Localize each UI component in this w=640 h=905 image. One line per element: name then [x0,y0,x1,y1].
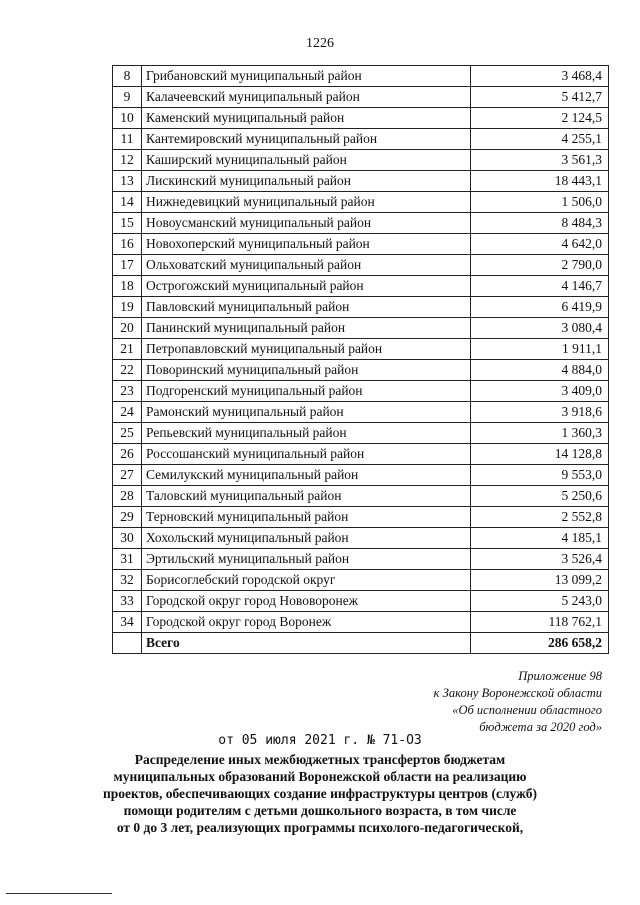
row-number: 34 [113,612,142,633]
footnote-divider [6,893,112,894]
transfer-amount: 8 484,3 [471,213,609,234]
row-number: 13 [113,171,142,192]
table-row [113,339,609,360]
transfer-amount: 3 561,3 [471,150,609,171]
municipality-name: Эртильский муниципальный район [142,549,471,570]
transfer-amount: 1 506,0 [471,192,609,213]
heading-line: от 0 до 3 лет, реализующих программы психолого-педагогической, [116,820,524,835]
municipality-name: Каширский муниципальный район [142,150,471,171]
total-amount: 286 658,2 [471,633,609,654]
transfer-amount: 5 250,6 [471,486,609,507]
municipality-name: Подгоренский муниципальный район [142,381,471,402]
municipality-name: Поворинский муниципальный район [142,360,471,381]
transfer-amount: 2 790,0 [471,255,609,276]
transfer-amount: 5 412,7 [471,87,609,108]
municipality-name: Городской округ город Воронеж [142,612,471,633]
transfer-amount: 6 419,9 [471,297,609,318]
transfer-amount: 4 185,1 [471,528,609,549]
table-row [113,549,609,570]
municipality-name: Калачеевский муниципальный район [142,87,471,108]
table-row [113,570,609,591]
transfer-amount: 3 080,4 [471,318,609,339]
municipality-name: Кантемировский муниципальный район [142,129,471,150]
table-body [113,66,609,654]
table-row [113,66,609,87]
transfer-amount: 14 128,8 [471,444,609,465]
row-number: 22 [113,360,142,381]
transfer-amount: 4 642,0 [471,234,609,255]
row-number: 30 [113,528,142,549]
municipality-name: Семилукский муниципальный район [142,465,471,486]
table-row [113,381,609,402]
municipality-name: Ольховатский муниципальный район [142,255,471,276]
row-number: 24 [113,402,142,423]
table-row [113,318,609,339]
table-row [113,171,609,192]
transfer-amount: 3 409,0 [471,381,609,402]
municipality-name: Лискинский муниципальный район [142,171,471,192]
transfer-amount: 4 255,1 [471,129,609,150]
row-number: 19 [113,297,142,318]
municipality-name: Россошанский муниципальный район [142,444,471,465]
table-row [113,87,609,108]
transfer-amount: 2 124,5 [471,108,609,129]
transfer-amount: 1 360,3 [471,423,609,444]
row-number: 17 [113,255,142,276]
municipality-name: Панинский муниципальный район [142,318,471,339]
total-number-cell [113,633,142,654]
table-row [113,444,609,465]
row-number: 32 [113,570,142,591]
table-row [113,612,609,633]
heading-line: муниципальных образований Воронежской области на реализацию [113,769,527,784]
row-number: 12 [113,150,142,171]
row-number: 29 [113,507,142,528]
row-number: 10 [113,108,142,129]
municipality-name: Новохоперский муниципальный район [142,234,471,255]
table-row [113,402,609,423]
transfer-amount: 1 911,1 [471,339,609,360]
table-row [113,591,609,612]
municipality-name: Городской округ город Нововоронеж [142,591,471,612]
total-row [113,633,609,654]
table-row [113,192,609,213]
table-row [113,108,609,129]
appendix-line: к Закону Воронежской области [433,686,602,700]
transfer-amount: 118 762,1 [471,612,609,633]
municipality-name: Грибановский муниципальный район [142,66,471,87]
row-number: 15 [113,213,142,234]
transfer-amount: 4 884,0 [471,360,609,381]
row-number: 23 [113,381,142,402]
row-number: 21 [113,339,142,360]
municipality-name: Павловский муниципальный район [142,297,471,318]
transfer-amount: 3 468,4 [471,66,609,87]
table-row [113,465,609,486]
table-row [113,150,609,171]
row-number: 8 [113,66,142,87]
appendix-line: «Об исполнении областного [452,703,602,717]
table-row [113,213,609,234]
page-number: 1226 [306,36,334,51]
heading-line: Распределение иных межбюджетных трансфертов бюджетам [134,752,506,767]
municipality-name: Рамонский муниципальный район [142,402,471,423]
row-number: 25 [113,423,142,444]
transfer-amount: 9 553,0 [471,465,609,486]
municipality-name: Терновский муниципальный район [142,507,471,528]
transfers-table [112,65,609,654]
transfer-amount: 3 526,4 [471,549,609,570]
appendix-line: Приложение 98 [518,669,602,683]
table-row [113,255,609,276]
section-heading [0,751,640,836]
municipality-name: Петропавловский муниципальный район [142,339,471,360]
table-row [113,423,609,444]
table-row [113,486,609,507]
municipality-name: Каменский муниципальный район [142,108,471,129]
row-number: 26 [113,444,142,465]
transfer-amount: 13 099,2 [471,570,609,591]
total-label: Всего [142,633,471,654]
heading-line: помощи родителям с детьми дошкольного возраста, в том числе [123,803,517,818]
municipality-name: Хохольский муниципальный район [142,528,471,549]
transfer-amount: 18 443,1 [471,171,609,192]
row-number: 18 [113,276,142,297]
row-number: 9 [113,87,142,108]
table-row [113,507,609,528]
appendix-line: бюджета за 2020 год» [479,720,602,734]
table-row [113,234,609,255]
municipality-name: Нижнедевицкий муниципальный район [142,192,471,213]
transfer-amount: 4 146,7 [471,276,609,297]
municipality-name: Таловский муниципальный район [142,486,471,507]
table-row [113,528,609,549]
transfer-amount: 2 552,8 [471,507,609,528]
heading-line: проектов, обеспечивающих создание инфраструктуры центров (служб) [103,786,537,801]
row-number: 16 [113,234,142,255]
row-number: 14 [113,192,142,213]
transfer-amount: 5 243,0 [471,591,609,612]
row-number: 28 [113,486,142,507]
table-row [113,360,609,381]
decree-stamp: от 05 июля 2021 г. № 71-ОЗ [218,733,422,748]
row-number: 31 [113,549,142,570]
row-number: 11 [113,129,142,150]
row-number: 33 [113,591,142,612]
table-row [113,276,609,297]
appendix-note [434,668,602,736]
transfer-amount: 3 918,6 [471,402,609,423]
municipality-name: Острогожский муниципальный район [142,276,471,297]
row-number: 20 [113,318,142,339]
municipality-name: Борисоглебский городской округ [142,570,471,591]
municipality-name: Новоусманский муниципальный район [142,213,471,234]
table-row [113,129,609,150]
table-row [113,297,609,318]
row-number: 27 [113,465,142,486]
municipality-name: Репьевский муниципальный район [142,423,471,444]
